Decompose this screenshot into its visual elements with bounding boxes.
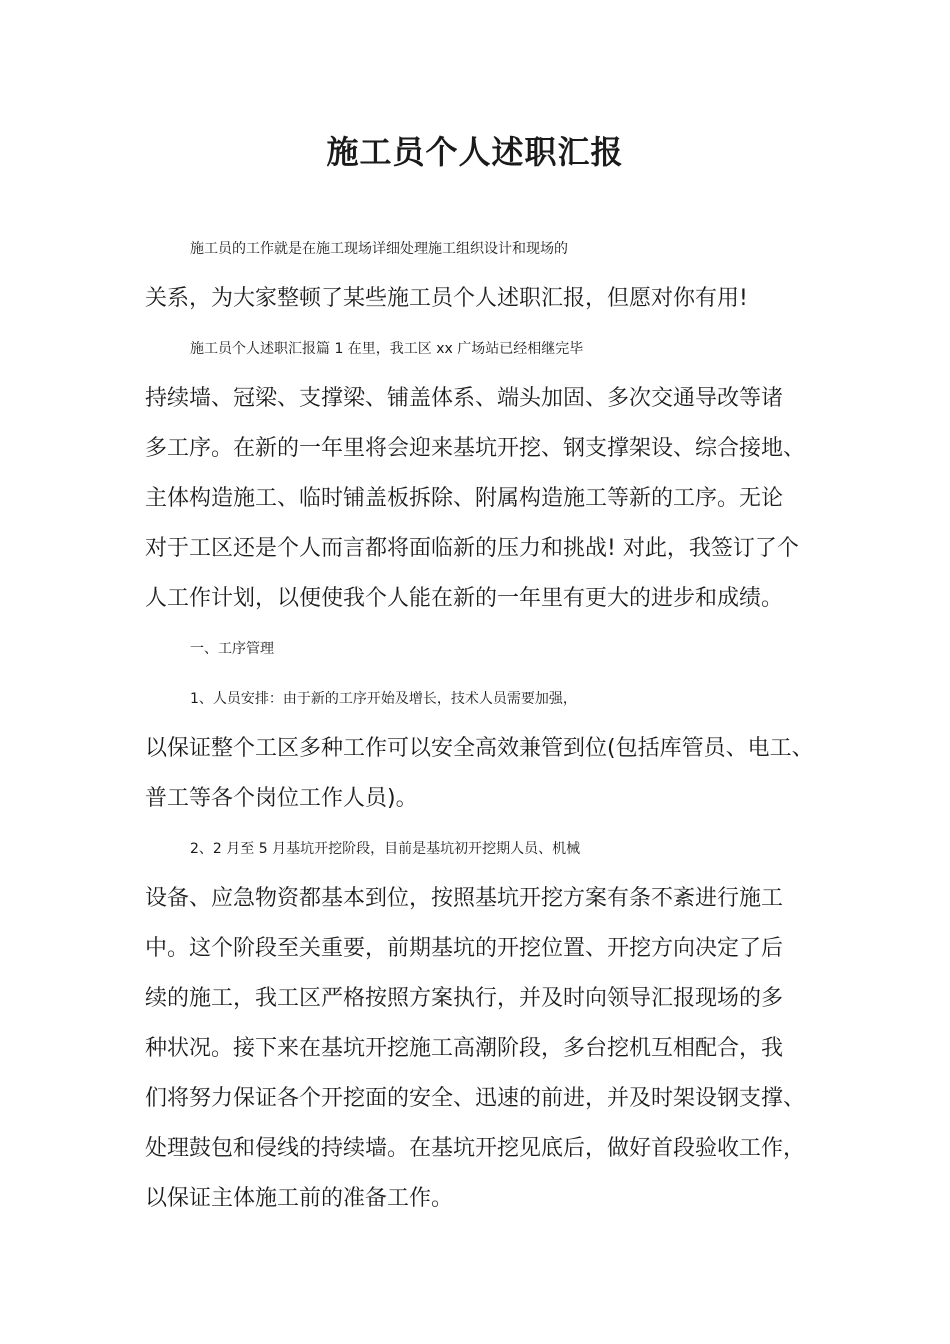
paragraph-line: 中。这个阶段至关重要，前期基坑的开挖位置、开挖方向决定了后: [145, 936, 784, 961]
paragraph-line: 施工员的工作就是在施工现场详细处理施工组织设计和现场的: [190, 241, 568, 257]
paragraph-line: 多工序。在新的一年里将会迎来基坑开挖、钢支撑架设、综合接地、: [145, 436, 806, 461]
paragraph-line: 以保证主体施工前的准备工作。: [145, 1186, 454, 1211]
paragraph-line: 施工员个人述职汇报篇 1 在里，我工区 xx 广场站已经相继完毕: [190, 341, 584, 357]
paragraph-line: 普工等各个岗位工作人员)。: [145, 786, 418, 811]
paragraph-line: 主体构造施工、临时铺盖板拆除、附属构造施工等新的工序。无论: [145, 486, 784, 511]
paragraph-line: 对于工区还是个人而言都将面临新的压力和挑战! 对此，我签订了个: [145, 536, 799, 561]
paragraph-line: 设备、应急物资都基本到位，按照基坑开挖方案有条不紊进行施工: [145, 886, 784, 911]
paragraph-line: 持续墙、冠梁、支撑梁、铺盖体系、端头加固、多次交通导改等诸: [145, 386, 784, 411]
paragraph-line: 1、人员安排：由于新的工序开始及增长，技术人员需要加强，: [190, 691, 577, 707]
paragraph-line: 人工作计划，以便使我个人能在新的一年里有更大的进步和成绩。: [145, 586, 784, 611]
paragraph-line: 关系，为大家整顿了某些施工员个人述职汇报，但愿对你有用!: [145, 286, 748, 311]
paragraph-line: 们将努力保证各个开挖面的安全、迅速的前进，并及时架设钢支撑、: [145, 1086, 806, 1111]
paragraph-line: 以保证整个工区多种工作可以安全高效兼管到位(包括库管员、电工、: [145, 736, 814, 761]
paragraph-line: 处理鼓包和侵线的持续墙。在基坑开挖见底后，做好首段验收工作，: [145, 1136, 806, 1161]
paragraph-line: 续的施工，我工区严格按照方案执行，并及时向领导汇报现场的多: [145, 986, 784, 1011]
document-title: 施工员个人述职汇报: [326, 133, 624, 171]
paragraph-line: 种状况。接下来在基坑开挖施工高潮阶段，多台挖机互相配合，我: [145, 1036, 784, 1061]
paragraph-line: 2、2 月至 5 月基坑开挖阶段，目前是基坑初开挖期人员、机械: [190, 841, 581, 857]
section-heading: 一、工序管理: [190, 641, 274, 657]
